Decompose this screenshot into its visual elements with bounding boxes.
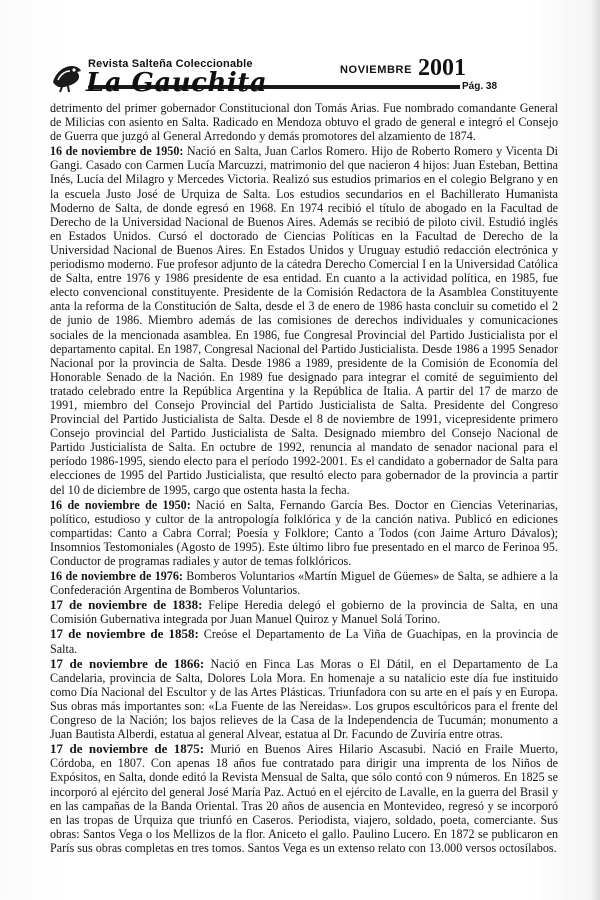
entry-text: Nació en Salta, Juan Carlos Romero. Hijo de Roberto Romero y Vicenta Di Gangi. Casado con Carmen Lucía Marcuzzi, matrimonio del que nacieron 4 hijos: Juan Esteban, Bettina Inés, Lucía del Milagro y Mercedes Victoria. Realizó sus estudios primarios en el colegio Belgrano y en la escuela Justo José de Urquiza de Salta. Los estudios secundarios en el Bachillerato Humanista Moderno de Salta, de donde egresó en 1968. En 1974 recibió el título de abogado en la Facultad de Derecho de la Universidad Nacional de Buenos Aires. Además se recibió de piloto civil. Estudió inglés en Estados Unidos. Cursó el doctorado de Ciencias Políticas en la Facultad de Derecho de la Universidad Nacional de Buenos Aires. En Estados Unidos y Uruguay estudió redacción electrónica y periodismo moderno. Fue profesor adjunto de la cátedra Derecho Comercial I en la Universidad Católica de Salta, entre 1976 y 1986 presidente de esa entidad. En cuanto a la actividad política, en 1985, fue electo convencional constituyente. Presidente de la Comisión Redactora de la Asamblea Constituyente anta la reforma de la Constitución de Salta, desde el 3 de enero de 1986 hasta concluir su cometido el 2 de junio de 1986. Miembro además de las comisiones de derechos individuales y comunicaciones sociales de la mencionada asamblea. En 1986, fue Congresal Provincial del Partido Justicialista por el departamento capital. En 1987, Congresal Nacional del Partido Justicialista. Desde 1986 a 1995 Senador Nacional por la provincia de Salta. Desde 1986 a 1989, presidente de la Comisión de Economía del Honorable Senado de la Nación. En 1989 fue designado para integrar el comité de seguimiento del tratado celebrado entre la República Argentina y la República de Italia. A partir del 17 de marzo de 1991, miembro del Consejo Provincial del Partido Justicialista de Salta. Presidente del Congreso Provincial del Partido Justicialista de Salta. Desde el 8 de noviembre de 1991, vicepresidente primero Consejo provincial del Partido Justicialista de Salta. Designado miembro del Consejo Nacional de Partido Justicialista de Salta. En octubre de 1992, renuncia al mandato de senador nacional para el período 1986-1995, siendo electo para el período 1992-2001. Es el candidato a gobernador de Salta para elecciones de 1995 del Partido Justicialista, que resultó electo para gobernador de la provincia a partir del 10 de diciembre de 1995, cargo que ostenta hasta la fecha. (50, 144, 558, 497)
entry-text: detrimento del primer gobernador Constitucional don Tomás Arias. Fue nombrado comandante General de Milicias con asiento en Salta. Radicado en Mendoza obtuvo el grado de general e integró el Consejo de Guerra que juzgó al General Arredondo y demás promotores del alzamiento de 1874. (50, 101, 558, 144)
entry-text: Felipe Heredia delegó el gobierno de la provincia de Salta, en una Comisión Gubernativa integrada por Juan Manuel Quiroz y Manuel Solá Torino. (50, 598, 558, 627)
entry-la-vina (50, 627, 558, 655)
entry-date: 17 de noviembre de 1866: (50, 655, 205, 671)
entry-date: 17 de noviembre de 1858: (50, 626, 199, 642)
page-header (50, 55, 550, 102)
entry-romero (50, 144, 558, 496)
entry-date: 16 de noviembre de 1950: (50, 144, 184, 159)
gaucho-horse-logo-icon (50, 60, 84, 94)
entry-heredia (50, 598, 558, 626)
magazine-title: La Gauchita (86, 68, 268, 98)
entry-text: Murió en Buenos Aires Hilario Ascasubi. Nació en Fraile Muerto, Córdoba, en 1807. Con apenas 18 años fue contratado para dirigir una imprenta de los Niños de Expósitos, en Salta, donde editó la Revista Mensual de Salta, que sólo contó con 9 números. En 1825 se incorporó al ejército del general José María Paz. Actuó en el ejército de Lavalle, en la guerra del Brasil y en las campañas de la Banda Oriental. Tras 20 años de ausencia en Montevideo, regresó y se incorporó en las tropas de Urquiza que triunfó en Caseros. Periodista, viajero, soldado, poeta, comerciante. Sus obras: Santos Vega o los Mellizos de la flor. Aniceto el gallo. Paulino Lucero. En 1872 se publicaron en París sus obras completas en tres tomos. Santos Vega es un extenso relato con 13.000 versos octosílabos. (50, 742, 558, 855)
entry-date: 16 de noviembre de 1950: (50, 497, 191, 512)
issue-month: NOVIEMBRE (340, 64, 413, 76)
magazine-subtitle: Revista Salteña Coleccionable (88, 58, 253, 70)
entry-bomberos (50, 569, 558, 597)
entry-garcia-bes (50, 498, 558, 568)
paragraph-continuation (50, 101, 558, 143)
entry-date: 16 de noviembre de 1976: (50, 569, 183, 584)
entry-lola-mora (50, 657, 558, 742)
issue-year: 2001 (418, 55, 466, 81)
entry-date: 17 de noviembre de 1875: (50, 741, 205, 757)
entry-text: Nació en Salta, Fernando García Bes. Doctor en Ciencias Veterinarias, político, estudioso y cultor de la antropología folklórica y de la canción nativa. Publicó en ediciones compartidas: Canto a Cabra Corral; Poesía y Folklore; Canto a Todos (con Jaime Arturo Dávalos); Insomnios Testomoniales (Agosto de 1995). Este último libro fue presentado en el marco de Ferinoa 95. Conductor de programas radiales y autor de temas folklóricos. (50, 497, 558, 568)
entry-text: Creóse el Departamento de La Viña de Guachipas, en la provincia de Salta. (50, 627, 558, 656)
article-body (50, 101, 558, 855)
page-number: Pág. 38 (462, 81, 498, 92)
entry-text: Bomberos Voluntarios «Martín Miguel de Güemes» de Salta, se adhiere a la Confederación Argentina de Bomberos Voluntarios. (50, 569, 558, 598)
entry-ascasubi (50, 742, 558, 855)
page-edge-shadow (590, 0, 600, 900)
entry-text: Nació en Finca Las Moras o El Dátil, en el Departamento de La Candelaria, provincia de Salta, Dolores Lola Mora. En homenaje a su natalicio este día fue instituido como Día Nacional del Escultor y de las Artes Plásticas. Triunfadora con su arte en el país y en Europa. Sus obras más importantes son: «La Fuente de las Nereidas». Los grupos escultóricos para el frente del Congreso de la Nación; los bajos relieves de la Casa de la Independencia de Tucumán; monumento a Juan Bautista Alberdi, estatua al general Alvear, estatua al Dr. Facundo de Zuviría entre otras. (50, 656, 558, 742)
entry-date: 17 de noviembre de 1838: (50, 597, 203, 613)
